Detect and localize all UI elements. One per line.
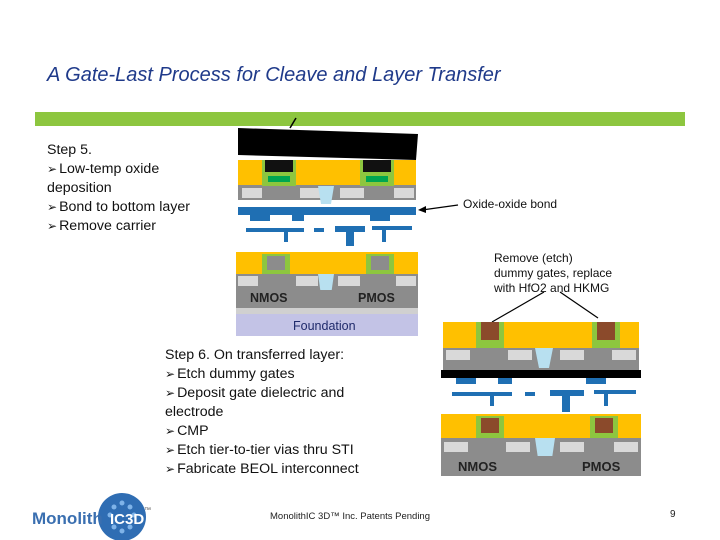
step5-heading: Step 5. — [47, 142, 92, 158]
contact-pad — [508, 350, 532, 360]
interconnect — [292, 215, 304, 221]
step5-item: Remove carrier — [59, 218, 157, 234]
dummy-gate — [363, 160, 391, 172]
step6-heading: Step 6. On transferred layer: — [165, 347, 345, 363]
remove-pointer — [492, 292, 544, 322]
step5-item: deposition — [47, 180, 112, 196]
gate — [481, 418, 499, 433]
remove-pointer — [560, 292, 598, 318]
logo-dot — [120, 529, 125, 534]
interconnect — [586, 378, 606, 384]
contact-pad — [296, 276, 318, 286]
via — [562, 396, 570, 412]
via — [382, 230, 386, 242]
nmos-label: NMOS — [458, 459, 497, 474]
contact-pad — [614, 442, 638, 452]
bullet-arrow-icon: ➢ — [165, 424, 176, 438]
contact-pad — [340, 188, 364, 198]
contact-pad — [612, 350, 636, 360]
contact-pad — [560, 350, 584, 360]
gate — [267, 256, 285, 270]
bullet-arrow-icon: ➢ — [47, 219, 58, 233]
interconnect-line — [335, 226, 365, 232]
dummy-gate — [265, 160, 293, 172]
sti-trench — [318, 186, 334, 204]
callout-line: with HfO2 and HKMG — [494, 281, 610, 295]
monolithic-3d-logo — [32, 493, 151, 540]
contact-pad — [444, 442, 468, 452]
bullet-arrow-icon: ➢ — [165, 367, 176, 381]
gate-contact — [366, 176, 388, 182]
contact-pad — [396, 276, 416, 286]
nmos-label: NMOS — [250, 291, 288, 305]
pmos-label: PMOS — [358, 291, 395, 305]
callout-line: dummy gates, replace — [494, 266, 613, 280]
interconnect-line — [246, 228, 304, 232]
separator — [236, 308, 418, 314]
step5-item: Bond to bottom layer — [59, 199, 190, 215]
logo-dot — [128, 505, 133, 510]
interconnect-line — [314, 228, 324, 232]
logo-dot — [120, 501, 125, 506]
gate-contact — [268, 176, 290, 182]
oxide-bond-pointer — [422, 205, 458, 210]
logo-text-ic3d: IC3D — [110, 511, 145, 528]
left-stack — [236, 118, 418, 336]
bullet-arrow-icon: ➢ — [165, 386, 176, 400]
interconnect — [498, 378, 512, 384]
via — [490, 396, 494, 406]
page-number: 9 — [670, 509, 676, 520]
hkmg-gate — [481, 322, 499, 340]
interconnect — [250, 215, 270, 221]
step6-item: Fabricate BEOL interconnect — [177, 461, 359, 477]
step6-item: electrode — [165, 404, 224, 420]
arrowhead-icon — [418, 206, 426, 213]
right-stack — [441, 322, 641, 476]
contact-pad — [506, 442, 530, 452]
step5-item: Low-temp oxide — [59, 161, 160, 177]
via — [346, 232, 354, 246]
step6-item: Deposit gate dielectric and — [177, 385, 345, 401]
carrier-wafer — [238, 128, 418, 160]
step6-item: Etch dummy gates — [177, 366, 295, 382]
gate — [371, 256, 389, 270]
logo-tm: ™ — [144, 507, 151, 514]
bond-oxide — [238, 207, 416, 215]
interconnect-line — [452, 392, 512, 396]
step6-item: CMP — [177, 423, 209, 439]
contact-pad — [394, 188, 414, 198]
contact-pad — [446, 350, 470, 360]
interconnect-line — [525, 392, 535, 396]
via — [604, 394, 608, 406]
foundation-label: Foundation — [293, 319, 356, 333]
interconnect-line — [594, 390, 636, 394]
slide-title: A Gate-Last Process for Cleave and Layer Transfer — [47, 64, 501, 86]
carrier-pointer — [290, 118, 296, 128]
logo-text-monolith: Monolith — [32, 509, 103, 528]
bond-interface — [441, 370, 641, 378]
contact-pad — [242, 188, 262, 198]
gate — [595, 418, 613, 433]
interconnect — [370, 215, 390, 221]
via — [284, 232, 288, 242]
logo-dot — [112, 505, 117, 510]
contact-pad — [338, 276, 360, 286]
interconnect-line — [400, 226, 406, 230]
interconnect — [456, 378, 476, 384]
contact-pad — [560, 442, 584, 452]
bullet-arrow-icon: ➢ — [165, 443, 176, 457]
callout-line: Remove (etch) — [494, 251, 573, 265]
pmos-label: PMOS — [582, 459, 621, 474]
hkmg-gate — [597, 322, 615, 340]
step6-item: Etch tier-to-tier vias thru STI — [177, 442, 354, 458]
oxide-bond-callout: Oxide-oxide bond — [463, 197, 558, 211]
bullet-arrow-icon: ➢ — [47, 162, 58, 176]
contact-pad — [238, 276, 258, 286]
bullet-arrow-icon: ➢ — [165, 462, 176, 476]
interconnect-line — [550, 390, 584, 396]
footer-text: MonolithIC 3D™ Inc. Patents Pending — [270, 511, 431, 522]
bullet-arrow-icon: ➢ — [47, 200, 58, 214]
